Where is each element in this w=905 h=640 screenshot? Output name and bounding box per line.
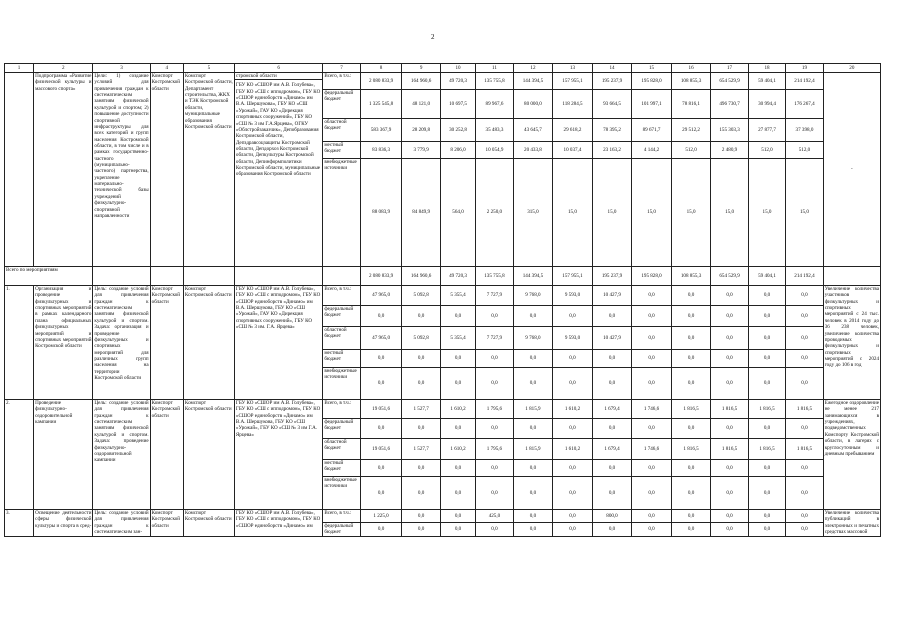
- funding-value: 1 527,7: [402, 439, 440, 460]
- executors: ГБУ КО «СШОР им А.В. Голубева», ГБУ КО «СШ с ипподромом», ГБУ КО «СШОР единоборств «Динамо» им: [234, 510, 322, 537]
- funding-value: 0,0: [671, 460, 711, 477]
- funding-value: 5 092,8: [402, 286, 440, 306]
- funding-value: 0,0: [671, 510, 711, 523]
- column-number: 17: [711, 64, 748, 73]
- funding-value: 0,0: [671, 286, 711, 306]
- funding-value: 0,0: [440, 419, 475, 439]
- funding-value: 1 815,9: [513, 439, 553, 460]
- funding-value: 195 237,9: [592, 73, 632, 90]
- funding-value: 0,0: [786, 286, 823, 306]
- column-number: 15: [632, 64, 672, 73]
- funding-value: 9 768,0: [513, 327, 553, 350]
- funding-value: 3 779,9: [402, 142, 440, 159]
- funding-value: 0,0: [711, 523, 748, 537]
- funding-source: местный бюджет: [323, 460, 360, 477]
- funding-source: Всего, в т.ч.:: [323, 510, 360, 523]
- funding-source: внебюджетные источники: [323, 159, 360, 267]
- measure-row: [5, 510, 881, 523]
- funding-value: 496 730,7: [711, 90, 748, 119]
- funding-value: 195 828,0: [632, 73, 672, 90]
- funding-value: 15,0: [671, 159, 711, 267]
- column-number: 13: [553, 64, 593, 73]
- funding-value: 0,0: [592, 419, 632, 439]
- funding-value: 1 816,5: [748, 439, 785, 460]
- measure-goals: Цель: создание условий для привлечения граждан к систематическим занятиям физической культурой и спортом. Задача: проведение физкультурно-оздоровительной кампании: [93, 400, 150, 510]
- funding-value: 1 816,5: [711, 400, 748, 419]
- executors-continued: стромской области: [235, 73, 322, 80]
- measure-row: [5, 400, 881, 419]
- funding-value: 0,0: [592, 477, 632, 510]
- measure-goals: Цели: 1) создание условий для привлечения граждан к систематическим занятиям физической культурой и спортом; 2) повышение доступности спортивной инфраструктуры для всех категорий и групп населения Костромской области, в том числе и в рамках государственно-частного (муниципально-частного) партнерства, укрепление материально-технической базы учреждений физкультурно-спортивной направленности: [93, 73, 150, 267]
- funding-value: 0,0: [632, 306, 672, 327]
- expected-result: -: [823, 73, 880, 267]
- funding-source: областной бюджет: [323, 439, 360, 460]
- funding-value: 0,0: [553, 460, 593, 477]
- funding-value: 15,0: [748, 159, 785, 267]
- row-number: 1.: [5, 286, 34, 400]
- funding-value: 1 325 545,8: [360, 90, 402, 119]
- funding-value: 425,0: [476, 510, 513, 523]
- measure-goals: Цель: создание условий для привлечения граждан к систематическим зан-: [94, 510, 149, 536]
- funding-value: 2 480,9: [711, 142, 748, 159]
- funding-value: 135 755,8: [476, 73, 513, 90]
- funding-value: 0,0: [360, 306, 402, 327]
- funding-value: 29 512,2: [671, 119, 711, 142]
- measure-name: Проведение физкультурно-оздоровительной кампании: [34, 400, 93, 510]
- funding-value: 9 593,0: [553, 327, 593, 350]
- funding-value: 1 225,0: [360, 510, 402, 523]
- funding-value: 0,0: [402, 419, 440, 439]
- funding-value: 0,0: [748, 350, 785, 368]
- funding-value: 144 394,5: [513, 73, 553, 90]
- funding-value: 0,0: [402, 477, 440, 510]
- funding-value: 27 877,7: [748, 119, 785, 142]
- funding-value: 0,0: [748, 477, 785, 510]
- funding-value: 0,0: [786, 460, 823, 477]
- funding-value: 28 209,8: [402, 119, 440, 142]
- funding-value: 1 816,5: [671, 439, 711, 460]
- row-number: 2.: [5, 400, 34, 510]
- total-value: 195 237,9: [592, 267, 632, 286]
- funding-value: 0,0: [360, 477, 402, 510]
- row-number: [5, 73, 34, 267]
- funding-value: 1 795,6: [476, 400, 513, 419]
- funding-value: 1 816,5: [671, 400, 711, 419]
- responsible-executor: Комспорт Костромской области: [150, 73, 183, 267]
- funding-value: 0,0: [748, 419, 785, 439]
- funding-value: 512,0: [671, 142, 711, 159]
- row-number: 3.: [5, 510, 34, 537]
- funding-value: 80 000,0: [513, 90, 553, 119]
- funding-value: 0,0: [592, 350, 632, 368]
- funding-value: 0,0: [513, 510, 553, 523]
- executors: [234, 73, 322, 267]
- funding-value: 5 355,4: [440, 327, 475, 350]
- funding-value: 0,0: [476, 419, 513, 439]
- measure-name: Организация и проведение физкультурных и спортивных мероприятий в рамках календарного плана официальных физкультурных мероприятий и спортивных мероприятий Костромской области: [34, 286, 93, 400]
- funding-value: 78 816,1: [671, 90, 711, 119]
- funding-value: 155 303,3: [711, 119, 748, 142]
- funding-value: 1 527,7: [402, 400, 440, 419]
- funding-value: 101 997,1: [632, 90, 672, 119]
- funding-value: 0,0: [513, 368, 553, 400]
- funding-value: 0,0: [553, 477, 593, 510]
- funding-value: 0,0: [671, 368, 711, 400]
- funding-source: Всего, в т.ч.:: [323, 400, 360, 419]
- funding-value: 118 284,5: [553, 90, 593, 119]
- funding-value: 0,0: [402, 350, 440, 368]
- funding-value: 0,0: [711, 460, 748, 477]
- funding-value: 0,0: [711, 419, 748, 439]
- funding-value: 0,0: [440, 523, 475, 537]
- funding-value: 0,0: [786, 477, 823, 510]
- funding-value: 0,0: [513, 477, 553, 510]
- column-number: 5: [183, 64, 234, 73]
- column-number: 6: [234, 64, 322, 73]
- funding-value: 0,0: [476, 350, 513, 368]
- funding-value: 23 163,2: [592, 142, 632, 159]
- funding-value: 0,0: [440, 510, 475, 523]
- funding-value: 78 395,2: [592, 119, 632, 142]
- funding-value: 5 092,8: [402, 327, 440, 350]
- expected-result: Увеличение количества публикаций в электронных и печатных средствах массовой: [824, 510, 879, 536]
- funding-value: 84 849,9: [402, 159, 440, 267]
- funding-value: 0,0: [632, 523, 672, 537]
- column-number: 7: [323, 64, 360, 73]
- funding-value: 0,0: [360, 419, 402, 439]
- executors-list: ГБУ КО «СШОР им А.В. Голубева», ГБУ КО «СШ с ипподромом», ГБУ КО «СШОР единоборств «Динамо» им В.А. Шершукова», ГБУ КО «СШ «Урожай», ГАУ КО «Дирекция спортивных сооружений», ГБУ КО «СШ № 3 им Г.А.Ярцева», ОГКУ «Облстройзаказчик», Депобразования Костромской области, Депздравсоцзащиты Костромской области, Депдорхоз Костромской области, Депкультуры Костромской области, Депинформполитики Костромской области, муниципальные образования Костромской области: [235, 82, 321, 178]
- funding-value: 1 816,5: [786, 439, 823, 460]
- funding-value: 0,0: [592, 523, 632, 537]
- funding-value: 8 206,0: [440, 142, 475, 159]
- funding-value: 0,0: [711, 327, 748, 350]
- funding-value: 0,0: [711, 350, 748, 368]
- table-cell: [93, 267, 150, 286]
- funding-value: 0,0: [671, 419, 711, 439]
- funding-value: 4 144,2: [632, 142, 672, 159]
- expected-result: Ежегодное оздоровление не менее 217 занимающихся в учреждениях, подведомственных Комспорту Костромской области, в лагерях с круглосуточным и дневным пребыванием: [823, 400, 880, 510]
- funding-value: 30 994,4: [748, 90, 785, 119]
- column-number: 11: [476, 64, 513, 73]
- table-cell: [323, 267, 360, 286]
- funding-value: 1 816,5: [748, 400, 785, 419]
- funding-value: 0,0: [553, 350, 593, 368]
- funding-value: 35 483,3: [476, 119, 513, 142]
- funding-value: 654 529,9: [711, 73, 748, 90]
- funding-value: 30 252,8: [440, 119, 475, 142]
- funding-value: 7 727,9: [476, 327, 513, 350]
- funding-value: 0,0: [360, 368, 402, 400]
- column-number: 18: [748, 64, 785, 73]
- total-value: 135 755,8: [476, 267, 513, 286]
- funding-value: 1 816,5: [786, 400, 823, 419]
- funding-value: 0,0: [513, 523, 553, 537]
- funding-value: 0,0: [402, 306, 440, 327]
- funding-value: 1 795,6: [476, 439, 513, 460]
- program-row: [5, 73, 881, 90]
- funding-value: 1 679,4: [592, 439, 632, 460]
- funding-value: 583 367,9: [360, 119, 402, 142]
- measure-row: [5, 286, 881, 306]
- funding-value: 0,0: [632, 419, 672, 439]
- funding-value: 0,0: [786, 306, 823, 327]
- funding-value: 1 610,2: [553, 439, 593, 460]
- column-number: 2: [34, 64, 93, 73]
- funding-value: 1 746,6: [632, 439, 672, 460]
- total-value: 2 080 833,9: [360, 267, 402, 286]
- funding-value: 1 610,2: [553, 400, 593, 419]
- funding-value: 0,0: [711, 286, 748, 306]
- funding-value: 20 433,8: [513, 142, 553, 159]
- total-value: 654 529,9: [711, 267, 748, 286]
- measure-name: Подпрограмма «Развитие физической культуры и массового спорта»: [34, 73, 93, 267]
- funding-value: 15,0: [592, 159, 632, 267]
- funding-value: 0,0: [476, 477, 513, 510]
- funding-value: 0,0: [786, 510, 823, 523]
- funding-value: 37 398,0: [786, 119, 823, 142]
- funding-value: 2 250,0: [476, 159, 513, 267]
- funding-value: 0,0: [360, 350, 402, 368]
- funding-value: 0,0: [513, 350, 553, 368]
- funding-source: Всего, в т.ч.:: [323, 73, 360, 90]
- measure-goals: Цель: создание условий для привлечения граждан к систематическим занятиям физической культурой и спортом. Задача: организация и проведение физкультурных и спортивных мероприятий для различных групп населения на территории Костромской области: [93, 286, 150, 400]
- funding-value: 7 727,9: [476, 286, 513, 306]
- funding-value: 176 267,4: [786, 90, 823, 119]
- funding-value: 0,0: [786, 419, 823, 439]
- funding-value: 9 768,0: [513, 286, 553, 306]
- total-value: 164 960,6: [402, 267, 440, 286]
- funding-value: 0,0: [513, 419, 553, 439]
- funding-value: 0,0: [748, 306, 785, 327]
- funding-value: 0,0: [786, 368, 823, 400]
- funding-value: 5 355,4: [440, 286, 475, 306]
- funding-value: 10 037,4: [553, 142, 593, 159]
- funding-source: федеральный бюджет: [323, 306, 360, 327]
- funding-value: 83 836,3: [360, 142, 402, 159]
- funding-value: 1 815,9: [513, 400, 553, 419]
- funding-source: внебюджетные источники: [323, 368, 360, 400]
- funding-value: 15,0: [711, 159, 748, 267]
- funding-value: 0,0: [748, 368, 785, 400]
- funding-value: 1 610,2: [440, 400, 475, 419]
- column-number: 20: [823, 64, 880, 73]
- expected-result: Увеличение количества участников физкультурных и спортивных мероприятий с 24 тыс. человек в 2014 году до 36 238 человек, увеличение количества проводимых физкультурных и спортивных мероприятий с 2024 году до 106 в год: [823, 286, 880, 400]
- responsible-executor: Комспорт Костромской области: [150, 510, 183, 537]
- total-value: 214 192,4: [786, 267, 823, 286]
- funding-value: 0,0: [786, 327, 823, 350]
- funding-value: 0,0: [711, 368, 748, 400]
- column-number: 10: [440, 64, 475, 73]
- funding-value: 0,0: [632, 368, 672, 400]
- funding-value: 47 965,0: [360, 327, 402, 350]
- funding-source: областной бюджет: [323, 119, 360, 142]
- funding-value: 0,0: [711, 510, 748, 523]
- funding-value: 15,0: [632, 159, 672, 267]
- funding-value: 0,0: [632, 350, 672, 368]
- measure-name: Освещение деятельности сферы физической культуры и спорта в сред-: [34, 510, 93, 537]
- funding-value: 0,0: [402, 460, 440, 477]
- funding-value: 88 083,9: [360, 159, 402, 267]
- funding-value: 89 967,6: [476, 90, 513, 119]
- funding-value: 0,0: [402, 510, 440, 523]
- funding-source: местный бюджет: [323, 350, 360, 368]
- funding-value: 0,0: [592, 306, 632, 327]
- funding-value: 164 960,6: [402, 73, 440, 90]
- table-cell: [183, 267, 234, 286]
- funding-value: 512,0: [748, 142, 785, 159]
- funding-value: 1 610,2: [440, 439, 475, 460]
- funding-value: 1 816,5: [711, 439, 748, 460]
- header-row: [5, 64, 881, 73]
- funding-value: 0,0: [553, 368, 593, 400]
- funding-value: 0,0: [476, 368, 513, 400]
- funding-value: 15,0: [553, 159, 593, 267]
- funding-value: 9 593,0: [553, 286, 593, 306]
- funding-value: 0,0: [440, 368, 475, 400]
- funding-value: 0,0: [440, 350, 475, 368]
- funding-value: 564,0: [440, 159, 475, 267]
- funding-value: 29 618,2: [553, 119, 593, 142]
- column-number: 1: [5, 64, 34, 73]
- funding-value: 10 427,9: [592, 286, 632, 306]
- funding-value: 15,0: [786, 159, 823, 267]
- funding-value: 0,0: [748, 460, 785, 477]
- funding-value: 512,0: [786, 142, 823, 159]
- funding-value: 0,0: [360, 523, 402, 537]
- funding-value: 49 720,3: [440, 73, 475, 90]
- funding-value: 0,0: [476, 306, 513, 327]
- funding-value: 0,0: [786, 350, 823, 368]
- funding-value: 0,0: [513, 306, 553, 327]
- total-value: 59 404,1: [748, 267, 785, 286]
- funding-value: 0,0: [476, 460, 513, 477]
- funding-value: 0,0: [711, 477, 748, 510]
- funding-value: 0,0: [476, 523, 513, 537]
- responsible-executor: Комспорт Костромской области: [150, 286, 183, 400]
- co-executors: Комспорт Костромской области: [183, 400, 234, 510]
- funding-value: 1 746,6: [632, 400, 672, 419]
- funding-value: 0,0: [440, 460, 475, 477]
- co-executors: Комспорт Костромской области: [183, 510, 234, 537]
- funding-value: 0,0: [748, 523, 785, 537]
- funding-value: 0,0: [402, 523, 440, 537]
- funding-value: 0,0: [632, 460, 672, 477]
- funding-value: 0,0: [748, 286, 785, 306]
- funding-value: 0,0: [671, 306, 711, 327]
- program-table: [4, 63, 881, 537]
- funding-value: 157 955,1: [553, 73, 593, 90]
- funding-value: 59 404,1: [748, 73, 785, 90]
- column-number: 9: [402, 64, 440, 73]
- total-value: 195 828,0: [632, 267, 672, 286]
- funding-value: 0,0: [671, 327, 711, 350]
- funding-value: 89 671,7: [632, 119, 672, 142]
- column-number: 19: [786, 64, 823, 73]
- funding-value: 0,0: [553, 510, 593, 523]
- funding-value: 0,0: [671, 477, 711, 510]
- funding-source: федеральный бюджет: [323, 90, 360, 119]
- funding-source: внебюджетные источники: [323, 477, 360, 510]
- funding-value: 0,0: [632, 327, 672, 350]
- table-cell: [823, 267, 880, 286]
- funding-value: 0,0: [748, 327, 785, 350]
- funding-source: областной бюджет: [323, 327, 360, 350]
- funding-source: федеральный бюджет: [323, 523, 360, 537]
- total-value: 144 394,5: [513, 267, 553, 286]
- funding-value: 0,0: [592, 460, 632, 477]
- funding-value: 0,0: [632, 510, 672, 523]
- funding-value: 0,0: [402, 368, 440, 400]
- table-cell: [150, 267, 183, 286]
- funding-value: 0,0: [553, 523, 593, 537]
- funding-value: 2 080 833,9: [360, 73, 402, 90]
- funding-value: 0,0: [360, 460, 402, 477]
- funding-value: 0,0: [632, 286, 672, 306]
- funding-value: 0,0: [592, 368, 632, 400]
- funding-value: 0,0: [440, 477, 475, 510]
- funding-value: 19 051,6: [360, 439, 402, 460]
- executors: ГБУ КО «СШОР им А.В. Голубева», ГБУ КО «СШ с ипподромом», ГБУ КО «СШОР единоборств «Динамо» им В.А. Шершукова, ГБУ КО «СШ «Урожай», ГАУ КО «Дирекция спортивных сооружений», ГБУ КО «СШ № 3 им. Г.А. Ярцева»: [234, 286, 322, 400]
- funding-source: федеральный бюджет: [323, 419, 360, 439]
- total-value: 49 720,3: [440, 267, 475, 286]
- co-executors: Комспорт Костромской области, Департамент строительства, ЖКХ и ТЭК Костромской области, муниципальные образования Костромской области: [183, 73, 234, 267]
- funding-value: 108 855,3: [671, 73, 711, 90]
- funding-source: Всего, в т.ч.:: [323, 286, 360, 306]
- funding-value: 93 664,5: [592, 90, 632, 119]
- funding-value: 1 679,4: [592, 400, 632, 419]
- column-number: 4: [150, 64, 183, 73]
- funding-value: 43 645,7: [513, 119, 553, 142]
- co-executors: Комспорт Костромской области: [183, 286, 234, 400]
- funding-value: 800,0: [592, 510, 632, 523]
- funding-value: 0,0: [553, 306, 593, 327]
- funding-source: местный бюджет: [323, 142, 360, 159]
- column-number: 14: [592, 64, 632, 73]
- funding-value: 0,0: [440, 306, 475, 327]
- funding-value: 315,0: [513, 159, 553, 267]
- total-row: [5, 267, 881, 286]
- column-number: 3: [93, 64, 150, 73]
- funding-value: 48 121,0: [402, 90, 440, 119]
- total-value: 157 955,1: [553, 267, 593, 286]
- total-value: 108 855,3: [671, 267, 711, 286]
- funding-value: 0,0: [513, 460, 553, 477]
- funding-value: 214 192,4: [786, 73, 823, 90]
- funding-value: 47 965,0: [360, 286, 402, 306]
- column-number: 12: [513, 64, 553, 73]
- funding-value: 0,0: [671, 523, 711, 537]
- page-number: 2: [431, 33, 435, 41]
- funding-value: 0,0: [671, 350, 711, 368]
- funding-value: 0,0: [711, 306, 748, 327]
- column-number: 16: [671, 64, 711, 73]
- funding-value: 10 427,9: [592, 327, 632, 350]
- funding-value: 10 054,9: [476, 142, 513, 159]
- total-label: Всего по мероприятиям: [5, 267, 93, 286]
- funding-value: 0,0: [786, 523, 823, 537]
- funding-value: 0,0: [632, 477, 672, 510]
- funding-value: 10 697,5: [440, 90, 475, 119]
- column-number: 8: [360, 64, 402, 73]
- funding-value: 19 051,6: [360, 400, 402, 419]
- funding-value: 0,0: [748, 510, 785, 523]
- table-cell: [234, 267, 322, 286]
- responsible-executor: Комспорт Костромской области: [150, 400, 183, 510]
- funding-value: 0,0: [553, 419, 593, 439]
- executors: ГБУ КО «СШОР им А.В. Голубева», ГБУ КО «СШ с ипподромом», ГБУ КО «СШОР единоборств «Динамо» им В.А. Шершукова, ГБУ КО «СШ «Урожай», ГБУ КО «СШ № 3 им Г.А. Ярцева»: [234, 400, 322, 510]
